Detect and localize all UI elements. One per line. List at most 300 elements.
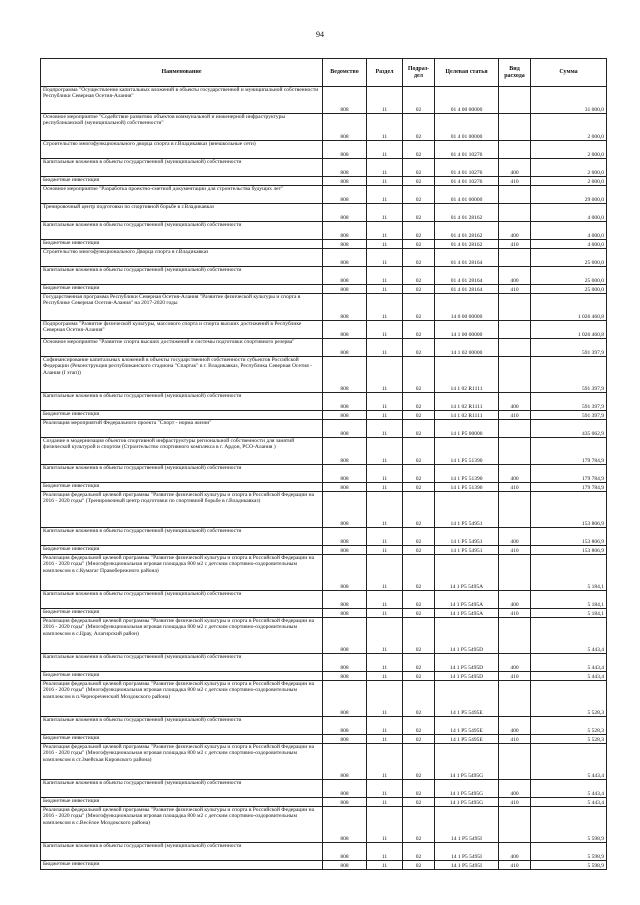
header-amount: Сумма — [531, 59, 607, 87]
table-row — [41, 465, 607, 483]
cell-target-article: 01 4 01 28162 — [435, 240, 499, 249]
cell-target-article: 14 1 P5 5495I — [435, 807, 499, 843]
table-row — [41, 285, 607, 294]
cell-amount: 5 443,4 — [531, 780, 607, 798]
cell-department: 808 — [323, 528, 367, 546]
cell-expense-type: 410 — [499, 861, 531, 870]
cell-amount: 179 784,9 — [531, 465, 607, 483]
cell-name: Тренировочный центр подготовки по спортивной борьбе в г.Владикавказ — [41, 204, 323, 222]
cell-department: 808 — [323, 294, 367, 321]
cell-expense-type — [499, 294, 531, 321]
cell-subsection: 02 — [403, 393, 435, 411]
cell-section: 11 — [367, 861, 403, 870]
cell-department: 808 — [323, 249, 367, 267]
cell-target-article: 14 1 02 R1111 — [435, 411, 499, 420]
cell-expense-type — [499, 87, 531, 114]
table-body — [41, 87, 607, 870]
cell-subsection: 02 — [403, 114, 435, 141]
cell-section: 11 — [367, 672, 403, 681]
cell-target-article: 14 0 00 00000 — [435, 294, 499, 321]
table-row — [41, 744, 607, 780]
cell-department: 808 — [323, 555, 367, 591]
cell-subsection: 02 — [403, 492, 435, 528]
cell-expense-type — [499, 339, 531, 357]
table-row — [41, 393, 607, 411]
cell-target-article: 14 1 P5 5495G — [435, 798, 499, 807]
cell-department: 808 — [323, 717, 367, 735]
cell-target-article: 14 1 P5 51390 — [435, 483, 499, 492]
cell-section: 11 — [367, 618, 403, 654]
cell-target-article: 14 1 P5 5495I — [435, 861, 499, 870]
cell-expense-type: 410 — [499, 411, 531, 420]
cell-name: Софинансирование капитальных вложений в объекты государственной собственности субъектов Российской Федерации (Реконструкция республиканского стадиона "Спартак" в г. Владикавказ, Республика Северная Осетия - Алания (I этап)) — [41, 357, 323, 393]
cell-subsection: 02 — [403, 465, 435, 483]
cell-section: 11 — [367, 87, 403, 114]
cell-expense-type: 400 — [499, 717, 531, 735]
table-row — [41, 843, 607, 861]
cell-name: Капитальные вложения в объекты государственной (муниципальной) собственности — [41, 780, 323, 798]
cell-section: 11 — [367, 483, 403, 492]
cell-target-article: 14 1 P5 51390 — [435, 465, 499, 483]
cell-department: 808 — [323, 492, 367, 528]
cell-subsection: 02 — [403, 672, 435, 681]
cell-section: 11 — [367, 357, 403, 393]
cell-subsection: 02 — [403, 591, 435, 609]
table-row — [41, 717, 607, 735]
cell-department: 808 — [323, 483, 367, 492]
cell-section: 11 — [367, 267, 403, 285]
cell-expense-type: 400 — [499, 393, 531, 411]
cell-name: Бюджетные инвестиции — [41, 861, 323, 870]
cell-section: 11 — [367, 339, 403, 357]
cell-department: 808 — [323, 285, 367, 294]
cell-section: 11 — [367, 555, 403, 591]
cell-amount: 591 397,9 — [531, 339, 607, 357]
cell-amount: 2 000,0 — [531, 114, 607, 141]
cell-expense-type: 410 — [499, 672, 531, 681]
cell-name: Бюджетные инвестиции — [41, 240, 323, 249]
table-row — [41, 177, 607, 186]
cell-name: Создание и модернизация объектов спортивной инфраструктуры региональной собственности для занятий физической культурой и спортом (Строительство спортивного комплекса в г. Ардон, РСО-Алания ) — [41, 438, 323, 465]
cell-subsection: 02 — [403, 681, 435, 717]
cell-amount: 5 528,3 — [531, 681, 607, 717]
cell-department: 808 — [323, 861, 367, 870]
table-row — [41, 546, 607, 555]
cell-department: 808 — [323, 744, 367, 780]
cell-subsection: 02 — [403, 249, 435, 267]
cell-department: 808 — [323, 357, 367, 393]
cell-name: Подпрограмма "Осуществление капитальных вложений в объекты государственной и муниципальной собственности Республики Северная Осетия-Алания" — [41, 87, 323, 114]
cell-target-article: 14 1 P5 54951 — [435, 492, 499, 528]
header-section: Раздел — [367, 59, 403, 87]
cell-section: 11 — [367, 240, 403, 249]
cell-name: Реализация федеральной целевой программы "Развитие физической культуры и спорта в Российской Федерации на 2016 - 2020 годы" (Многофункциональная игровая площадка 800 м2 с детским спортивно-оздоровительным комплексом в п.Чернореченский Моздокского района) — [41, 681, 323, 717]
cell-department: 808 — [323, 141, 367, 159]
cell-name: Реализация федеральной целевой программы "Развитие физической культуры и спорта в Российской Федерации на 2016 - 2020 годы" (Многофункциональная игровая площадка 800 м2 с детским спортивно-оздоровительным комплексом в с.Кумагаг Правобережного района) — [41, 555, 323, 591]
cell-amount: 5 443,4 — [531, 672, 607, 681]
cell-subsection: 02 — [403, 807, 435, 843]
cell-name: Бюджетные инвестиции — [41, 609, 323, 618]
cell-section: 11 — [367, 114, 403, 141]
table-row — [41, 357, 607, 393]
cell-expense-type: 410 — [499, 483, 531, 492]
cell-target-article: 14 1 P5 5495A — [435, 555, 499, 591]
cell-subsection: 02 — [403, 420, 435, 438]
cell-department: 808 — [323, 339, 367, 357]
cell-subsection: 02 — [403, 285, 435, 294]
cell-target-article: 01 4 00 00000 — [435, 87, 499, 114]
cell-expense-type: 410 — [499, 798, 531, 807]
cell-name: Государственная программа Республики Северная Осетия-Алания "Развитие физической культуры и спорта в Республике Северная Осетия-Алания" на 2017-2020 годы — [41, 294, 323, 321]
cell-amount: 591 397,9 — [531, 393, 607, 411]
cell-name: Капитальные вложения в объекты государственной (муниципальной) собственности — [41, 393, 323, 411]
cell-name: Капитальные вложения в объекты государственной (муниципальной) собственности — [41, 465, 323, 483]
cell-section: 11 — [367, 735, 403, 744]
cell-department: 808 — [323, 204, 367, 222]
cell-department: 808 — [323, 672, 367, 681]
cell-subsection: 02 — [403, 186, 435, 204]
cell-name: Подпрограмма "Развитие физической культуры, массового спорта и спорта высших достижений в Республике Северная Осетия-Алания" — [41, 321, 323, 339]
cell-department: 808 — [323, 186, 367, 204]
table-row — [41, 798, 607, 807]
cell-expense-type: 410 — [499, 285, 531, 294]
cell-section: 11 — [367, 159, 403, 177]
cell-amount: 179 784,9 — [531, 483, 607, 492]
cell-expense-type — [499, 249, 531, 267]
cell-amount: 4 000,0 — [531, 240, 607, 249]
table-row — [41, 483, 607, 492]
cell-name: Строительство многофункционального дворца спорта в г.Владикавказ (внешкольные сети) — [41, 141, 323, 159]
table-row — [41, 528, 607, 546]
cell-name: Реализация федеральной целевой программы "Развитие физической культуры и спорта в Российской Федерации на 2016 - 2020 годы" (Многофункциональная игровая площадка 800 м2 с детским спортивно-оздоровительным комплексом в с.Весёлое Моздокского района) — [41, 807, 323, 843]
cell-department: 808 — [323, 735, 367, 744]
cell-section: 11 — [367, 843, 403, 861]
cell-subsection: 02 — [403, 609, 435, 618]
cell-subsection: 02 — [403, 654, 435, 672]
cell-target-article: 01 4 01 10276 — [435, 177, 499, 186]
cell-target-article: 14 1 P5 5495D — [435, 618, 499, 654]
cell-name: Капитальные вложения в объекты государственной (муниципальной) собственности — [41, 717, 323, 735]
cell-target-article: 01 4 01 28164 — [435, 249, 499, 267]
cell-amount: 5 598,9 — [531, 861, 607, 870]
table-row — [41, 222, 607, 240]
cell-section: 11 — [367, 717, 403, 735]
table-row — [41, 492, 607, 528]
cell-expense-type — [499, 321, 531, 339]
cell-section: 11 — [367, 744, 403, 780]
cell-amount: 5 184,1 — [531, 591, 607, 609]
cell-department: 808 — [323, 807, 367, 843]
cell-name: Реализация федеральной целевой программы "Развитие физической культуры и спорта в Российской Федерации на 2016 - 2020 годы" (Тренировочный центр подготовки по спортивной борьбе в г.Владикавказ) — [41, 492, 323, 528]
cell-subsection: 02 — [403, 618, 435, 654]
cell-department: 808 — [323, 591, 367, 609]
cell-expense-type — [499, 681, 531, 717]
cell-target-article: 14 1 02 R1111 — [435, 393, 499, 411]
cell-subsection: 02 — [403, 339, 435, 357]
cell-department: 808 — [323, 780, 367, 798]
cell-section: 11 — [367, 249, 403, 267]
cell-target-article: 01 4 01 28162 — [435, 204, 499, 222]
table-row — [41, 807, 607, 843]
cell-department: 808 — [323, 654, 367, 672]
cell-expense-type: 400 — [499, 159, 531, 177]
cell-amount: 5 443,4 — [531, 618, 607, 654]
cell-expense-type: 410 — [499, 240, 531, 249]
cell-section: 11 — [367, 528, 403, 546]
cell-name: Бюджетные инвестиции — [41, 546, 323, 555]
cell-amount: 29 000,0 — [531, 186, 607, 204]
table-row — [41, 591, 607, 609]
header-expense-type: Вид расхода — [499, 59, 531, 87]
cell-subsection: 02 — [403, 735, 435, 744]
cell-name: Бюджетные инвестиции — [41, 798, 323, 807]
cell-name: Реализация федеральной целевой программы "Развитие физической культуры и спорта в Российской Федерации на 2016 - 2020 годы" (Многофункциональная игровая площадка 800 м2 с детским спортивно-оздоровительным комплексом в ст.Змейская Кировского района) — [41, 744, 323, 780]
cell-name: Основное мероприятие "Развитие спорта высших достижений и системы подготовки спортивного резерва" — [41, 339, 323, 357]
table-row — [41, 735, 607, 744]
cell-amount: 435 062,9 — [531, 420, 607, 438]
cell-name: Капитальные вложения в объекты государственной (муниципальной) собственности — [41, 843, 323, 861]
cell-subsection: 02 — [403, 240, 435, 249]
cell-department: 808 — [323, 87, 367, 114]
cell-subsection: 02 — [403, 780, 435, 798]
cell-name: Бюджетные инвестиции — [41, 735, 323, 744]
cell-amount: 153 806,9 — [531, 492, 607, 528]
cell-department: 808 — [323, 681, 367, 717]
table-row — [41, 186, 607, 204]
table-row — [41, 114, 607, 141]
cell-expense-type — [499, 186, 531, 204]
cell-amount: 4 000,0 — [531, 222, 607, 240]
cell-target-article: 01 4 01 10276 — [435, 141, 499, 159]
cell-section: 11 — [367, 285, 403, 294]
cell-subsection: 02 — [403, 411, 435, 420]
cell-expense-type — [499, 618, 531, 654]
cell-department: 808 — [323, 177, 367, 186]
cell-name: Основное мероприятие "Разработка проектно-сметной документации для строительства будущих лет" — [41, 186, 323, 204]
cell-name: Капитальные вложения в объекты государственной (муниципальной) собственности — [41, 222, 323, 240]
cell-name: Бюджетные инвестиции — [41, 177, 323, 186]
cell-target-article: 14 1 00 00000 — [435, 321, 499, 339]
cell-name: Капитальные вложения в объекты государственной (муниципальной) собственности — [41, 591, 323, 609]
cell-target-article: 14 1 P5 5495A — [435, 591, 499, 609]
table-row — [41, 294, 607, 321]
cell-name: Капитальные вложения в объекты государственной (муниципальной) собственности — [41, 528, 323, 546]
cell-subsection: 02 — [403, 321, 435, 339]
cell-amount: 25 000,0 — [531, 249, 607, 267]
cell-name: Реализация федеральной целевой программы "Развитие физической культуры и спорта в Российской Федерации на 2016 - 2020 годы" (Многофункциональная игровая площадка 800 м2 с детским спортивно-оздоровительным комплексом в с.Црау, Алагирский район) — [41, 618, 323, 654]
cell-amount: 2 000,0 — [531, 141, 607, 159]
cell-section: 11 — [367, 141, 403, 159]
cell-amount: 5 443,4 — [531, 798, 607, 807]
header-department: Ведомство — [323, 59, 367, 87]
cell-department: 808 — [323, 240, 367, 249]
cell-name: Основное мероприятие "Содействие развитию объектов коммунальной и инженерной инфраструктуры республиканской (муниципальной) собственности" — [41, 114, 323, 141]
cell-subsection: 02 — [403, 159, 435, 177]
cell-amount: 179 784,9 — [531, 438, 607, 465]
cell-name: Бюджетные инвестиции — [41, 483, 323, 492]
cell-name: Капитальные вложения в объекты государственной (муниципальной) собственности — [41, 159, 323, 177]
cell-expense-type: 400 — [499, 528, 531, 546]
cell-department: 808 — [323, 420, 367, 438]
cell-target-article: 14 1 P5 5495E — [435, 717, 499, 735]
cell-subsection: 02 — [403, 267, 435, 285]
cell-expense-type: 400 — [499, 654, 531, 672]
table-row — [41, 780, 607, 798]
cell-section: 11 — [367, 609, 403, 618]
cell-subsection: 02 — [403, 528, 435, 546]
cell-amount: 5 184,1 — [531, 609, 607, 618]
cell-expense-type — [499, 438, 531, 465]
cell-subsection: 02 — [403, 294, 435, 321]
cell-target-article: 14 1 P5 5495D — [435, 654, 499, 672]
cell-department: 808 — [323, 798, 367, 807]
cell-section: 11 — [367, 780, 403, 798]
cell-name: Бюджетные инвестиции — [41, 285, 323, 294]
cell-target-article: 14 1 P5 54951 — [435, 528, 499, 546]
cell-expense-type — [499, 141, 531, 159]
cell-expense-type — [499, 357, 531, 393]
table-row — [41, 861, 607, 870]
table-row — [41, 672, 607, 681]
cell-subsection: 02 — [403, 141, 435, 159]
cell-amount: 5 443,4 — [531, 744, 607, 780]
cell-expense-type — [499, 807, 531, 843]
cell-expense-type: 400 — [499, 465, 531, 483]
cell-department: 808 — [323, 222, 367, 240]
cell-subsection: 02 — [403, 798, 435, 807]
header-name: Наименование — [41, 59, 323, 87]
cell-section: 11 — [367, 591, 403, 609]
cell-target-article: 14 1 P5 5495I — [435, 843, 499, 861]
cell-section: 11 — [367, 411, 403, 420]
cell-expense-type — [499, 744, 531, 780]
cell-department: 808 — [323, 114, 367, 141]
cell-target-article: 14 1 P5 5495A — [435, 609, 499, 618]
cell-target-article: 14 1 P5 5495E — [435, 735, 499, 744]
cell-name: Капитальные вложения в объекты государственной (муниципальной) собственности — [41, 654, 323, 672]
cell-department: 808 — [323, 438, 367, 465]
cell-amount: 31 000,0 — [531, 87, 607, 114]
cell-subsection: 02 — [403, 546, 435, 555]
cell-amount: 153 806,9 — [531, 546, 607, 555]
cell-subsection: 02 — [403, 204, 435, 222]
cell-amount: 5 443,4 — [531, 654, 607, 672]
cell-target-article: 01 4 01 28162 — [435, 222, 499, 240]
table-row — [41, 618, 607, 654]
table-row — [41, 240, 607, 249]
cell-target-article: 14 1 P5 5495G — [435, 780, 499, 798]
cell-section: 11 — [367, 546, 403, 555]
cell-subsection: 02 — [403, 438, 435, 465]
cell-target-article: 14 1 P5 54951 — [435, 546, 499, 555]
cell-subsection: 02 — [403, 555, 435, 591]
table-row — [41, 555, 607, 591]
cell-department: 808 — [323, 411, 367, 420]
cell-name: Строительство многофункционального Дворца спорта в г.Владикавказ — [41, 249, 323, 267]
cell-subsection: 02 — [403, 717, 435, 735]
cell-amount: 4 000,0 — [531, 204, 607, 222]
cell-section: 11 — [367, 798, 403, 807]
cell-amount: 5 528,3 — [531, 717, 607, 735]
table-header-row — [41, 59, 607, 87]
cell-expense-type: 410 — [499, 735, 531, 744]
table-row — [41, 249, 607, 267]
cell-target-article: 14 1 P5 00000 — [435, 420, 499, 438]
cell-subsection: 02 — [403, 861, 435, 870]
cell-department: 808 — [323, 843, 367, 861]
cell-expense-type — [499, 492, 531, 528]
cell-amount: 591 397,9 — [531, 411, 607, 420]
table-row — [41, 267, 607, 285]
cell-section: 11 — [367, 186, 403, 204]
cell-amount: 1 026 460,8 — [531, 294, 607, 321]
cell-section: 11 — [367, 204, 403, 222]
cell-amount: 25 000,0 — [531, 267, 607, 285]
cell-section: 11 — [367, 420, 403, 438]
cell-amount: 5 528,3 — [531, 735, 607, 744]
cell-amount: 25 000,0 — [531, 285, 607, 294]
cell-section: 11 — [367, 222, 403, 240]
cell-target-article: 14 1 P5 5495E — [435, 681, 499, 717]
cell-expense-type: 410 — [499, 546, 531, 555]
cell-subsection: 02 — [403, 177, 435, 186]
page-number: 94 — [316, 30, 324, 39]
cell-section: 11 — [367, 177, 403, 186]
table-row — [41, 411, 607, 420]
cell-subsection: 02 — [403, 483, 435, 492]
cell-target-article: 14 1 P5 5495G — [435, 744, 499, 780]
cell-target-article: 01 4 01 28164 — [435, 267, 499, 285]
table-row — [41, 87, 607, 114]
cell-department: 808 — [323, 321, 367, 339]
cell-department: 808 — [323, 267, 367, 285]
cell-subsection: 02 — [403, 357, 435, 393]
table-row — [41, 141, 607, 159]
cell-target-article: 01 4 01 00000 — [435, 114, 499, 141]
cell-section: 11 — [367, 393, 403, 411]
cell-expense-type — [499, 555, 531, 591]
cell-expense-type — [499, 114, 531, 141]
cell-expense-type — [499, 420, 531, 438]
cell-target-article: 14 1 02 R1111 — [435, 357, 499, 393]
cell-target-article: 01 4 01 10276 — [435, 159, 499, 177]
cell-amount: 153 806,9 — [531, 528, 607, 546]
cell-subsection: 02 — [403, 744, 435, 780]
cell-subsection: 02 — [403, 843, 435, 861]
cell-section: 11 — [367, 681, 403, 717]
table-row — [41, 321, 607, 339]
cell-name: Бюджетные инвестиции — [41, 672, 323, 681]
table-row — [41, 204, 607, 222]
cell-target-article: 14 1 P5 5495D — [435, 672, 499, 681]
table-row — [41, 654, 607, 672]
cell-section: 11 — [367, 654, 403, 672]
table-row — [41, 159, 607, 177]
cell-department: 808 — [323, 393, 367, 411]
cell-department: 808 — [323, 546, 367, 555]
cell-target-article: 14 1 02 00000 — [435, 339, 499, 357]
cell-amount: 1 026 460,8 — [531, 321, 607, 339]
cell-section: 11 — [367, 807, 403, 843]
cell-section: 11 — [367, 438, 403, 465]
cell-amount: 5 598,9 — [531, 807, 607, 843]
cell-section: 11 — [367, 465, 403, 483]
cell-target-article: 01 4 01 28164 — [435, 285, 499, 294]
cell-section: 11 — [367, 294, 403, 321]
table-row — [41, 681, 607, 717]
cell-department: 808 — [323, 618, 367, 654]
cell-expense-type: 400 — [499, 780, 531, 798]
